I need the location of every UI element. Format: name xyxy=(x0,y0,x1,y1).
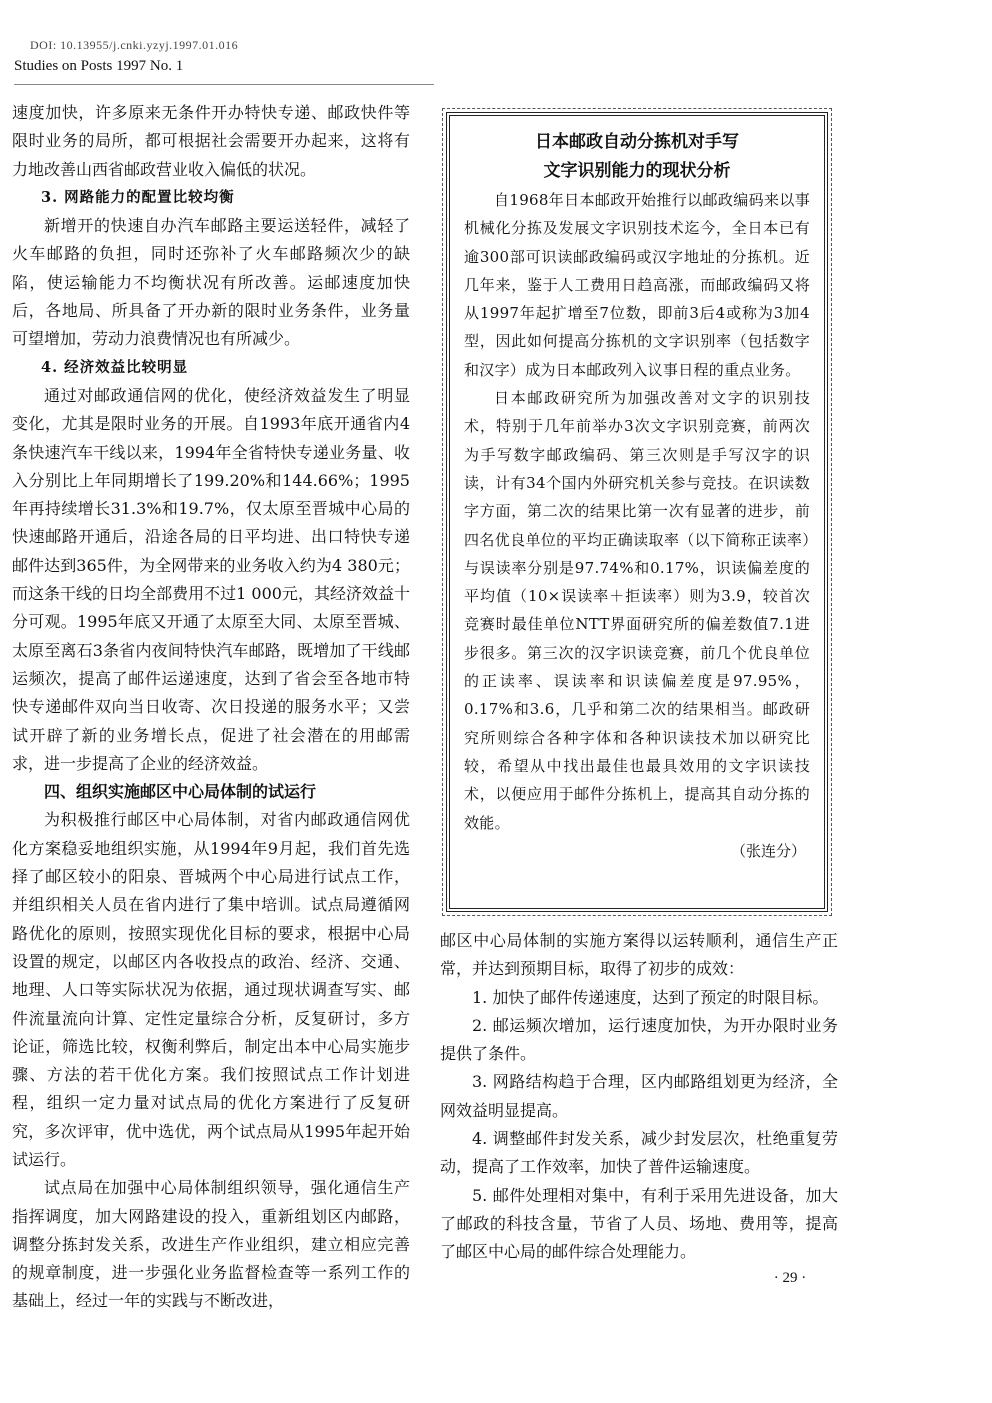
box-title-line-2: 文字识别能力的现状分析 xyxy=(543,161,731,181)
box-author: （张连分） xyxy=(730,841,806,860)
doi-line: DOI: 10.13955/j.cnki.yzyj.1997.01.016 xyxy=(30,38,239,52)
box-paragraph: 自1968年日本邮政开始推行以邮政编码来以事机械化分拣及发展文字识别技术迄今，全日本已有逾300部可识读邮政编码或汉字地址的分拣机。近几年来，鉴于人工费用日趋高涨，而邮政编码又将从1997年起扩增至7位数，即前3后4或称为3加4型，因此如何提高分拣机的文字识别率（包括数字和汉字）成为日本邮政列入议事日程的重点业务。 xyxy=(464,191,810,379)
journal-title: Studies on Posts 1997 No. 1 xyxy=(14,58,184,74)
right-column xyxy=(440,927,838,1267)
page-number: · 29 · xyxy=(773,1270,807,1286)
paragraph: 新增开的快速自办汽车邮路主要运送轻件，减轻了火车邮路的负担，同时还弥补了火车邮路频次少的缺陷，使运输能力不均衡状况有所改善。运邮速度加快后，各地局、所具备了开办新的限时业务条件，业务量可望增加，劳动力浪费情况也有所减少。 xyxy=(12,216,410,349)
paragraph: 速度加快，许多原来无条件开办特快专递、邮政快件等限时业务的局所，都可根据社会需要开办起来，这将有力地改善山西省邮政营业收入偏低的状况。 xyxy=(12,103,410,179)
paragraph: 为积极推行邮区中心局体制，对省内邮政通信网优化方案稳妥地组织实施，从1994年9月起，我们首先选择了邮区较小的阳泉、晋城两个中心局进行试点工作，并组织相关人员在省内进行了集中培训。试点局遵循网路优化的原则，按照实现优化目标的要求，根据中心局设置的规定，以邮区内各收投点的政治、经济、交通、地理、人口等实际状况为依据，通过现状调查写实、邮件流量流向计算、定性定量综合分析，反复研讨，多方论证，筛选比较，权衡利弊后，制定出本中心局实施步骤、方法的若干优化方案。我们按照试点工作计划进程，组织一定力量对试点局的优化方案进行了反复研究，多次评审，优中选优，两个试点局从1995年起开始试运行。 xyxy=(12,810,410,1169)
list-item: 5. 邮件处理相对集中，有利于采用先进设备，加大了邮政的科技含量，节省了人员、场地、费用等，提高了邮区中心局的邮件综合处理能力。 xyxy=(440,1185,838,1262)
list-item: 1. 加快了邮件传递速度，达到了预定的时限目标。 xyxy=(472,987,829,1007)
section-heading: 四、组织实施邮区中心局体制的试运行 xyxy=(44,782,317,802)
paragraph: 邮区中心局体制的实施方案得以运转顺利，通信生产正常，并达到预期目标，取得了初步的成效： xyxy=(440,931,838,979)
list-item: 4. 调整邮件封发关系，减少封发层次，杜绝重复劳动，提高了工作效率，加快了普件运输速度。 xyxy=(440,1129,838,1177)
box-paragraph: 日本邮政研究所为加强改善对文字的识别技术，特别于几年前举办3次文字识别竞赛，前两次为手写数字邮政编码、第三次则是手写汉字的识读，计有34个国内外研究机关参与竞技。在识读数字方面，第二次的结果比第一次有显著的进步，前四名优良单位的平均正确读取率（以下简称正读率）与误读率分别是97.74%和0.17%，识读偏差度的平均值（10×误读率＋拒读率）则为3.9，较首次竞赛时最佳单位NTT界面研究所的偏差数值7.1进步很多。第三次的汉字识读竞赛，前几个优良单位的正读率、误读率和识读偏差度是97.95%，0.17%和3.6，几乎和第二次的结果相当。邮政研究所则综合各种字体和各种识读技术加以研究比较，希望从中找出最佳也最具效用的文字识读技术，以便应用于邮件分拣机上，提高其自动分拣的效能。 xyxy=(464,389,810,832)
paragraph: 通过对邮政通信网的优化，使经济效益发生了明显变化，尤其是限时业务的开展。自1993年底开通省内4条快速汽车干线以来，1994年全省特快专递业务量、收入分别比上年同期增长了199.20%和144.66%；1995年再持续增长31.3%和19.7%，仅太原至晋城中心局的快速邮路开通后，沿途各局的日平均进、出口特快专递邮件达到365件，为全网带来的业务收入约为4 380元；而这条干线的日均全部费用不过1 000元，其经济效益十分可观。1995年底又开通了太原至大同、太原至晋城、太原至离石3条省内夜间特快汽车邮路，既增加了干线邮运频次，提高了邮件运递速度，达到了省会至各地市特快专递邮件双向当日收寄、次日投递的服务水平；又尝试开辟了新的业务增长点，促进了社会潜在的用邮需求，进一步提高了企业的经济效益。 xyxy=(12,385,410,773)
paragraph: 试点局在加强中心局体制组织领导，强化通信生产指挥调度，加大网路建设的投入，重新组划区内邮路，调整分拣封发关系，改进生产作业组织，建立相应完善的规章制度，进一步强化业务监督检查等一系列工作的基础上，经过一年的实践与不断改进， xyxy=(12,1178,410,1311)
subheading: 4. 经济效益比较明显 xyxy=(41,358,189,376)
header-divider xyxy=(14,84,434,85)
box-title-line-1: 日本邮政自动分拣机对手写 xyxy=(535,132,739,152)
sidebar-box xyxy=(446,112,828,912)
list-item: 3. 网路结构趋于合理，区内邮路组划更为经济，全网效益明显提高。 xyxy=(440,1072,838,1120)
subheading: 3. 网路能力的配置比较均衡 xyxy=(41,188,235,206)
left-column xyxy=(12,99,410,1316)
list-item: 2. 邮运频次增加，运行速度加快，为开办限时业务提供了条件。 xyxy=(440,1015,838,1064)
